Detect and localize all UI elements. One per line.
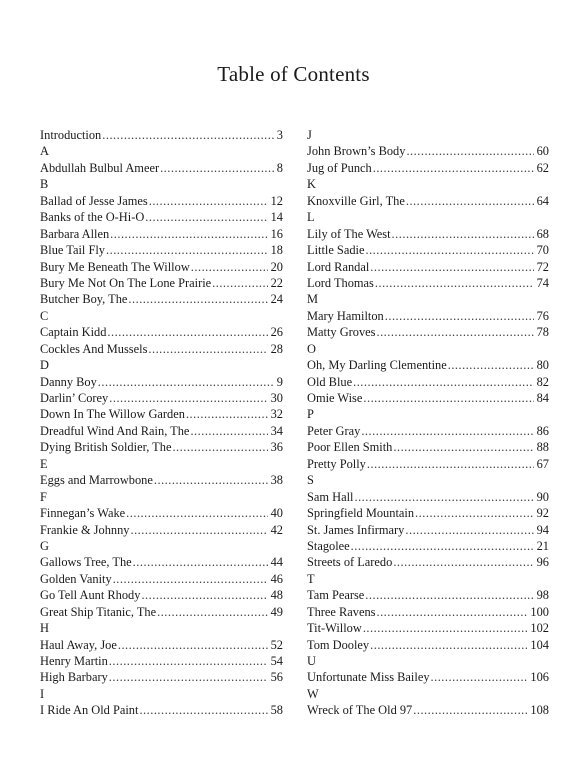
toc-entry[interactable] [40,522,283,538]
entry-page-number: 46 [270,571,283,586]
entry-page-number: 106 [530,670,549,685]
dot-leader [405,522,533,538]
toc-entry[interactable] [307,538,549,554]
dot-leader [110,226,267,242]
entry-title: Lord Thomas [307,275,374,290]
entry-page-number: 104 [530,637,549,652]
entry-title: Cockles And Mussels [40,341,148,356]
dot-leader [148,341,267,357]
toc-entry[interactable] [40,259,283,275]
entry-title: Down In The Willow Garden [40,407,185,422]
toc-entry[interactable] [307,390,549,406]
entry-title: Unfortunate Miss Bailey [307,670,430,685]
dot-leader [370,259,533,275]
entry-page-number: 30 [270,391,283,405]
toc-entry[interactable] [40,242,283,258]
section-letter: D [40,358,49,373]
entry-page-number: 62 [536,160,549,175]
dot-leader [130,522,267,538]
entry-title: Omie Wise [307,391,363,405]
dot-leader [106,242,268,258]
entry-page-number: 56 [270,670,283,685]
section-letter: J [307,128,312,142]
entry-title: Danny Boy [40,374,97,389]
entry-page-number: 100 [530,604,549,619]
toc-entry[interactable] [307,143,549,159]
section-letter: C [40,308,49,323]
entry-title: Darlin’ Corey [40,391,109,405]
entry-title: Tit-Willow [307,621,362,636]
dot-leader [133,554,268,570]
entry-title: Lily of The West [307,226,391,241]
entry-page-number: 88 [536,440,549,455]
entry-title: Butcher Boy, The [40,292,128,307]
entry-page-number: 48 [270,588,283,603]
toc-entry[interactable] [40,406,283,422]
entry-page-number: 14 [270,210,283,225]
toc-entry[interactable] [307,193,549,209]
entry-page-number: 26 [270,325,283,340]
entry-title: Frankie & Johnny [40,522,130,537]
entry-title: Bury Me Beneath The Willow [40,259,190,274]
entry-page-number: 28 [270,341,283,356]
toc-entry[interactable] [307,604,549,620]
entry-page-number: 78 [536,325,549,340]
entry-title: Poor Ellen Smith [307,440,393,455]
dot-leader [367,456,534,472]
entry-title: I Ride An Old Paint [40,703,139,718]
toc-entry[interactable] [307,308,549,324]
entry-title: Tom Dooley [307,637,370,652]
toc-entry[interactable] [307,456,549,472]
dot-leader [212,275,267,291]
toc-entry[interactable] [307,522,549,538]
entry-page-number: 84 [536,391,549,405]
toc-entry[interactable] [307,587,549,603]
entry-page-number: 96 [536,555,549,570]
toc-entry[interactable] [40,439,283,455]
toc-entry[interactable] [40,127,283,143]
entry-title: Eggs and Marrowbone [40,473,153,488]
toc-column-left [40,127,283,719]
entry-title: Great Ship Titanic, The [40,604,157,619]
dot-leader [363,620,528,636]
entry-title: Sam Hall [307,489,354,504]
entry-title: Knoxville Girl, The [307,193,405,208]
toc-column-right [307,127,549,719]
entry-page-number: 8 [276,160,283,175]
entry-page-number: 92 [536,506,549,521]
entry-page-number: 16 [270,226,283,241]
dot-leader [413,702,527,718]
entry-page-number: 72 [536,259,549,274]
entry-page-number: 68 [536,226,549,241]
dot-leader [109,669,268,685]
entry-page-number: 44 [270,555,283,570]
entry-title: Abdullah Bulbul Ameer [40,160,160,175]
dot-leader [373,160,534,176]
toc-entry[interactable] [40,554,283,570]
entry-page-number: 108 [530,703,549,718]
toc-entry[interactable] [307,374,549,390]
toc-entry[interactable] [40,160,283,176]
entry-page-number: 42 [270,522,283,537]
entry-page-number: 38 [270,473,283,488]
entry-page-number: 9 [276,374,283,389]
toc-entry[interactable] [40,587,283,603]
dot-leader [385,308,534,324]
dot-leader [448,357,534,373]
entry-title: Golden Vanity [40,571,112,586]
dot-leader [370,637,527,653]
entry-title: Springfield Mountain [307,506,415,521]
entry-title: Dreadful Wind And Rain, The [40,423,190,438]
entry-page-number: 67 [536,456,549,471]
entry-title: Jug of Punch [307,160,372,175]
toc-entry[interactable] [40,423,283,439]
toc-entry[interactable] [307,226,549,242]
entry-title: Oh, My Darling Clementine [307,358,447,373]
toc-entry[interactable] [40,291,283,307]
toc-entry[interactable] [307,357,549,373]
dot-leader [353,374,534,390]
entry-title: John Brown’s Body [307,144,406,159]
toc-entry[interactable] [40,209,283,225]
entry-title: Go Tell Aunt Rhody [40,588,141,603]
dot-leader [361,423,533,439]
toc-entry[interactable] [307,702,549,718]
section-letter: W [307,686,319,701]
entry-page-number: 98 [536,588,549,603]
dot-leader [126,505,267,521]
toc-entry[interactable] [307,669,549,685]
section-letter: B [40,177,49,192]
entry-title: Finnegan’s Wake [40,506,126,521]
entry-page-number: 74 [536,275,549,290]
toc-entry[interactable] [307,324,549,340]
toc-entry[interactable] [40,669,283,685]
entry-title: Gallows Tree, The [40,555,132,570]
dot-leader [393,439,533,455]
entry-title: Barbara Allen [40,226,110,241]
entry-page-number: 90 [536,489,549,504]
toc-entry[interactable] [307,259,549,275]
entry-page-number: 36 [270,440,283,455]
entry-page-number: 18 [270,243,283,258]
section-letter: G [40,538,49,553]
entry-title: Wreck of The Old 97 [307,703,413,718]
entry-title: Ballad of Jesse James [40,193,148,208]
toc-entry[interactable] [307,275,549,291]
entry-title: Haul Away, Joe [40,637,117,652]
entry-page-number: 34 [270,423,283,438]
entry-page-number: 49 [270,604,283,619]
entry-title: Matty Groves [307,325,376,340]
section-letter: L [307,210,315,225]
toc-entry[interactable] [40,653,283,669]
dot-leader [149,193,268,209]
dot-leader [154,472,268,488]
section-letter: I [40,686,45,701]
page-title: Table of Contents [217,62,370,86]
dot-leader [113,571,268,587]
dot-leader [415,505,534,521]
toc-entry[interactable] [40,193,283,209]
entry-page-number: 32 [270,407,283,422]
entry-title: Stagolee [307,538,350,553]
entry-title: Mary Hamilton [307,308,384,323]
dot-leader [406,193,534,209]
dot-leader [109,653,268,669]
dot-leader [191,259,268,275]
toc-entry[interactable] [40,226,283,242]
dot-leader [160,160,274,176]
entry-page-number: 24 [270,292,283,307]
entry-title: Lord Randal [307,259,370,274]
toc-entry[interactable] [307,242,549,258]
dot-leader [98,374,274,390]
entry-title: Peter Gray [307,423,361,438]
entry-page-number: 80 [536,358,549,373]
dot-leader [393,554,533,570]
section-letter: A [40,144,49,159]
dot-leader [392,226,534,242]
toc-entry[interactable] [307,637,549,653]
entry-page-number: 12 [270,193,283,208]
section-letter: E [40,456,48,471]
toc-entry[interactable] [40,472,283,488]
dot-leader [363,390,533,406]
dot-leader [157,604,268,620]
toc-entry[interactable] [40,324,283,340]
entry-page-number: 3 [276,128,283,142]
dot-leader [376,604,527,620]
toc-entry[interactable] [40,571,283,587]
toc-entry[interactable] [40,702,283,718]
toc-entry[interactable] [40,390,283,406]
entry-title: Little Sadie [307,243,365,258]
dot-leader [351,538,534,554]
toc-entry[interactable] [40,374,283,390]
toc-entry[interactable] [307,439,549,455]
toc-entry[interactable] [40,604,283,620]
entry-title: St. James Infirmary [307,522,405,537]
dot-leader [139,702,267,718]
section-letter: K [307,177,316,192]
dot-leader [365,587,533,603]
toc-entry[interactable] [307,505,549,521]
dot-leader [376,324,533,340]
entry-page-number: 21 [536,538,549,553]
entry-page-number: 76 [536,308,549,323]
dot-leader [431,669,528,685]
dot-leader [186,406,268,422]
entry-page-number: 58 [270,703,283,718]
entry-page-number: 20 [270,259,283,274]
dot-leader [406,143,533,159]
entry-title: Dying British Soldier, The [40,440,172,455]
entry-page-number: 40 [270,506,283,521]
dot-leader [365,242,533,258]
entry-page-number: 102 [530,621,549,636]
dot-leader [190,423,267,439]
entry-page-number: 22 [270,275,283,290]
section-letter: U [307,654,316,668]
entry-title: Tam Pearse [307,588,365,603]
entry-title: Henry Martin [40,654,108,668]
dot-leader [354,489,533,505]
entry-title: Three Ravens [307,604,376,619]
entry-title: Pretty Polly [307,456,366,471]
entry-page-number: 64 [536,193,549,208]
toc-entry[interactable] [40,341,283,357]
entry-page-number: 86 [536,423,549,438]
section-letter: P [307,407,314,422]
toc-entry[interactable] [307,620,549,636]
section-letter: M [307,292,319,307]
toc-entry[interactable] [40,637,283,653]
section-letter: T [307,571,315,586]
toc-entry[interactable] [307,423,549,439]
entry-page-number: 60 [536,144,549,159]
entry-page-number: 82 [536,374,549,389]
dot-leader [109,390,267,406]
section-letter: H [40,621,49,636]
toc-entry[interactable] [307,160,549,176]
toc-entry[interactable] [40,275,283,291]
entry-title: Banks of the O-Hi-O [40,210,145,225]
entry-title: Streets of Laredo [307,555,393,570]
section-letter: S [307,473,314,488]
dot-leader [141,587,267,603]
toc-entry[interactable] [40,505,283,521]
section-letter: F [40,489,47,504]
entry-title: Old Blue [307,374,353,389]
dot-leader [118,637,268,653]
dot-leader [102,127,274,143]
dot-leader [375,275,534,291]
section-letter: O [307,341,316,356]
entry-page-number: 70 [536,243,549,258]
dot-leader [128,291,267,307]
dot-leader [172,439,267,455]
entry-title: Blue Tail Fly [40,243,105,258]
dot-leader [145,209,267,225]
toc-entry[interactable] [307,489,549,505]
entry-title: High Barbary [40,670,108,685]
entry-page-number: 54 [270,654,283,668]
toc-entry[interactable] [307,554,549,570]
dot-leader [107,324,267,340]
entry-title: Captain Kidd [40,325,107,340]
entry-page-number: 52 [270,637,283,652]
entry-page-number: 94 [536,522,549,537]
entry-title: Introduction [40,128,102,142]
entry-title: Bury Me Not On The Lone Prairie [40,275,212,290]
